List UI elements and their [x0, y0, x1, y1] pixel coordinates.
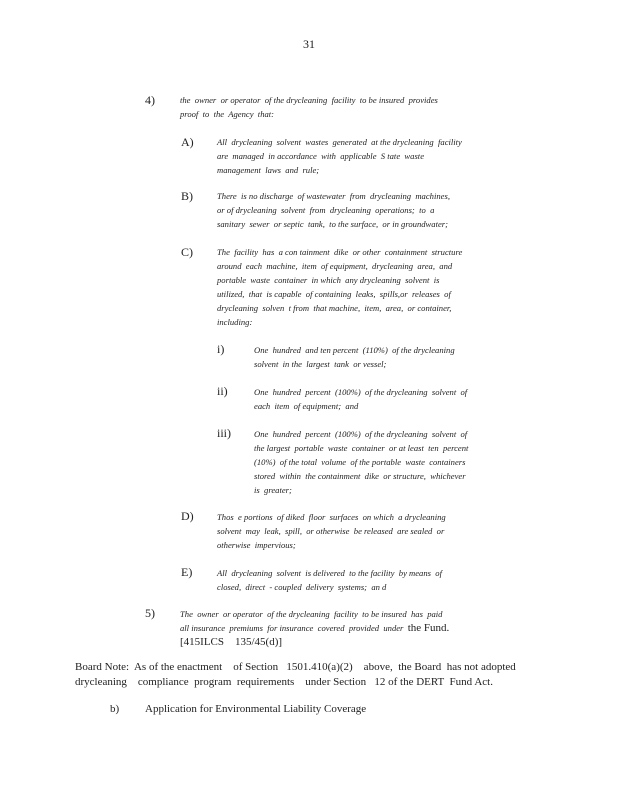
- item-4d-text: [217, 510, 446, 552]
- item-4c-i-label: i): [217, 342, 225, 356]
- text-line: or of drycleaning solvent from drycleaning operations; to a: [217, 205, 435, 215]
- text-line: [180, 621, 449, 635]
- item-4a-label: A): [181, 135, 194, 149]
- text-line: drycleaning solven t from that machine, item, area, or container,: [217, 303, 452, 313]
- item-4c-iii-label: iii): [217, 426, 231, 440]
- text-line: solvent may leak, spill, or otherwise be released are sealed or: [217, 526, 445, 536]
- item-4b-label: B): [181, 189, 193, 203]
- item-4-text: [180, 93, 438, 121]
- item-5-label: 5): [145, 606, 155, 620]
- citation: [415ILCS 135/45(d)]: [180, 636, 283, 648]
- text-line: One hundred percent (100%) of the drycleaning solvent of: [254, 387, 468, 397]
- text-line: each item of equipment; and: [254, 401, 359, 411]
- fund-text: the Fund.: [407, 622, 450, 634]
- text-line: Thos e portions of diked floor surfaces on which a drycleaning: [217, 512, 446, 522]
- item-4d-label: D): [181, 509, 194, 523]
- item-4c-label: C): [181, 245, 193, 259]
- text-line: the largest portable waste container or at least ten percent: [254, 443, 469, 453]
- text-line: the owner or operator of the drycleaning facility to be insured provides: [180, 95, 438, 105]
- item-4e-label: E): [181, 565, 193, 579]
- text-line: closed, direct - coupled delivery systems; an d: [217, 582, 387, 592]
- page-number: 31: [303, 37, 315, 51]
- board-note-line: Board Note: As of the enactment of Section 1501.410(a)(2) above, the Board has not adopted: [75, 661, 516, 673]
- text-line: sanitary sewer or septic tank, to the surface, or in groundwater;: [217, 219, 448, 229]
- text-line: (10%) of the total volume of the portable waste containers: [254, 457, 466, 467]
- text-line: One hundred percent (100%) of the drycleaning solvent of: [254, 429, 468, 439]
- text-line: One hundred and ten percent (110%) of the drycleaning: [254, 345, 455, 355]
- text-line: is greater;: [254, 485, 292, 495]
- text-line: proof to the Agency that:: [180, 109, 275, 119]
- board-note-line: drycleaning compliance program requirements under Section 12 of the DERT Fund Act.: [75, 676, 493, 688]
- section-b-title: Application for Environmental Liability Coverage: [145, 703, 367, 715]
- text-line: utilized, that is capable of containing leaks, spills,or releases of: [217, 289, 451, 299]
- text-line: around each machine, item of equipment, drycleaning area, and: [217, 261, 453, 271]
- text-line: including:: [217, 317, 253, 327]
- item-4c-ii-label: ii): [217, 384, 228, 398]
- text-line: The facility has a con tainment dike or other containment structure: [217, 247, 463, 257]
- item-4c-ii-text: [254, 385, 467, 413]
- text-line: There is no discharge of wastewater from drycleaning machines,: [217, 191, 450, 201]
- item-5-text: [180, 607, 449, 649]
- item-4c-i-text: [254, 343, 455, 371]
- item-4c-text: [217, 245, 462, 329]
- item-4c-iii-text: [254, 427, 468, 497]
- item-4a-text: [217, 135, 462, 177]
- text-line-part: all insurance premiums for insurance covered provided under: [180, 623, 404, 633]
- text-line: All drycleaning solvent is delivered to the facility by means of: [217, 568, 442, 578]
- text-line: otherwise impervious;: [217, 540, 296, 550]
- text-line: stored within the containment dike or structure, whichever: [254, 471, 466, 481]
- text-line: are managed in accordance with applicable S tate waste: [217, 151, 425, 161]
- item-4-label: 4): [145, 93, 155, 107]
- text-line: All drycleaning solvent wastes generated at the drycleaning facility: [217, 137, 462, 147]
- text-line: management laws and rule;: [217, 165, 320, 175]
- section-b-label: b): [110, 703, 120, 715]
- text-line: portable waste container in which any drycleaning solvent is: [217, 275, 440, 285]
- item-4e-text: [217, 566, 442, 594]
- item-4b-text: [217, 189, 450, 231]
- text-line: The owner or operator of the drycleaning facility to be insured has paid: [180, 609, 443, 619]
- board-note: [75, 660, 525, 690]
- text-line: solvent in the largest tank or vessel;: [254, 359, 387, 369]
